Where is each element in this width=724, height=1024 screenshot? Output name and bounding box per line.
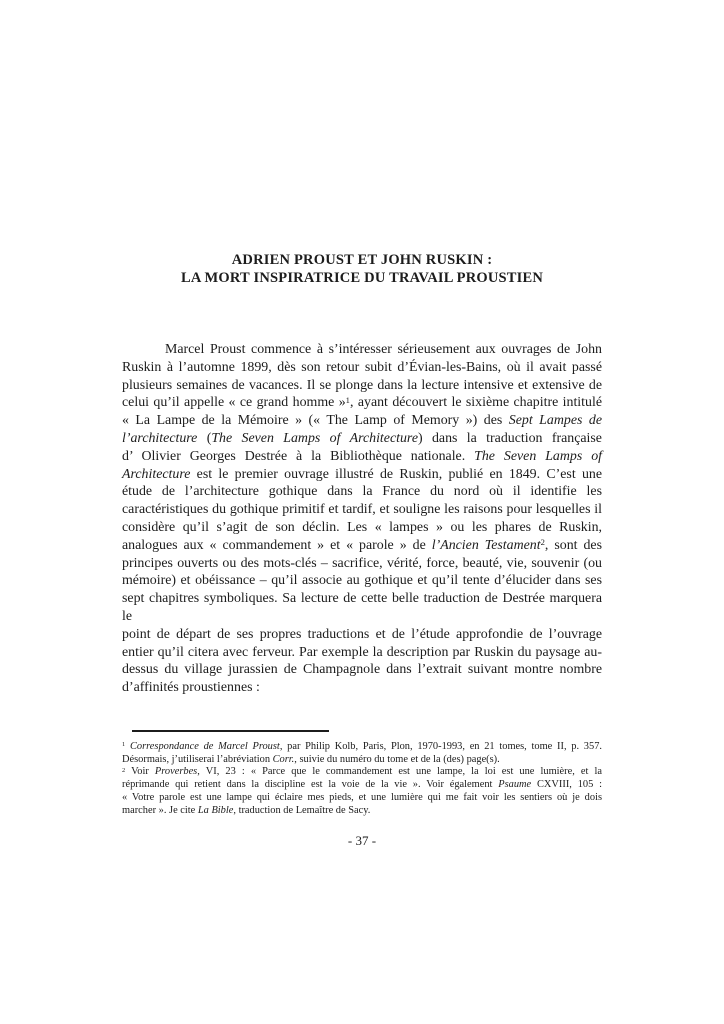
text-segment: , sont des xyxy=(544,537,602,553)
text-segment: , ayant découvert le sixième chapitre intitulé xyxy=(349,395,602,411)
text-segment: , traduction de Lemaître de Sacy. xyxy=(233,804,371,816)
text-segment: Désormais, j’utiliserai l’abréviation xyxy=(122,753,273,765)
text-segment: Marcel Proust commence à s’intéresser sérieusement aux ouvrages de John xyxy=(165,342,602,357)
text-segment: Psaume xyxy=(498,779,532,791)
text-segment: CXVIII, 105 : xyxy=(531,779,602,791)
text-line xyxy=(122,766,602,779)
text-line xyxy=(122,805,602,818)
text-segment: plusieurs semaines de vacances. Il se plonge dans la lecture intensive et extensive de xyxy=(122,377,602,393)
title-line-2: LA MORT INSPIRATRICE DU TRAVAIL PROUSTIEN xyxy=(180,269,544,286)
text-line xyxy=(122,483,602,501)
text-segment: « La Lampe de la Mémoire » (« The Lamp of Memory ») des xyxy=(122,413,509,429)
text-segment: dessus du village jurassien de Champagnole dans l’extrait suivant montre nombre xyxy=(122,662,602,678)
text-segment: principes ouverts ou des mots-clés – sacrifice, vérité, force, beauté, vie, souvenir (ou xyxy=(122,555,602,571)
text-line xyxy=(122,448,602,466)
text-line xyxy=(122,430,602,448)
footnote-separator xyxy=(132,730,329,732)
text-line xyxy=(122,792,602,805)
text-segment: celui qu’il appelle « ce grand homme » xyxy=(122,395,346,411)
text-segment: The Seven Lamps of xyxy=(474,448,602,464)
text-segment: marcher ». Je cite xyxy=(122,804,198,816)
title-line-1: ADRIEN PROUST ET JOHN RUSKIN : xyxy=(231,252,493,268)
text-segment: , par Philip Kolb, Paris, Plon, 1970-1993, en 21 tomes, tome II, p. 357. xyxy=(279,741,602,752)
text-line xyxy=(122,754,602,767)
text-segment: mémoire) et obéissance – qu’il associe au gothique et qu’il tente d’élucider dans ses xyxy=(122,573,602,589)
text-segment: Corr. xyxy=(272,753,295,765)
text-line xyxy=(122,590,602,626)
article-title xyxy=(122,252,602,287)
text-line xyxy=(122,466,602,484)
text-line xyxy=(122,501,602,519)
text-segment: est le premier ouvrage illustré de Ruskin, publié en 1849. C’est une xyxy=(190,466,602,482)
text-segment: considère qu’il s’agit de son déclin. Les « lampes » ou les phares de Ruskin, xyxy=(122,519,602,535)
text-segment: d’ Olivier Georges Destrée à la Bibliothèque nationale. xyxy=(122,448,475,464)
page-number: - 37 - xyxy=(347,833,377,848)
text-segment: analogues aux « commandement » et « parole » de xyxy=(122,537,432,553)
text-segment: d’affinités proustiennes : xyxy=(122,680,260,696)
text-segment: l’architecture xyxy=(122,430,198,446)
text-segment: point de départ de ses propres traductions et de l’étude approfondie de l’ouvrage xyxy=(122,626,602,642)
text-line xyxy=(122,644,602,662)
text-segment: réprimande qui retient dans la discipline est la voie de la vie ». Voir également xyxy=(122,779,499,791)
text-segment: Correspondance de Marcel Proust xyxy=(129,741,280,752)
text-segment: caractéristiques du gothique primitif et tardif, et souligne les raisons pour lesquelles il xyxy=(122,502,602,518)
text-line xyxy=(122,519,602,537)
text-segment: Voir xyxy=(125,766,155,778)
text-segment: Architecture xyxy=(122,466,191,482)
text-segment: , VI, 23 : « Parce que le commandement est une lampe, la loi est une lumière, et la xyxy=(197,766,602,778)
footnotes xyxy=(122,741,602,817)
footnote-reference: 1 xyxy=(122,741,126,749)
text-segment: Sept Lampes de xyxy=(508,413,602,429)
footnote-reference: 2 xyxy=(540,536,545,547)
text-line xyxy=(122,555,602,573)
text-line xyxy=(122,394,602,412)
text-line xyxy=(122,359,602,377)
text-line xyxy=(122,537,602,555)
text-segment: « Votre parole est une lampe qui éclaire mes pieds, et une lumière qui me fait voir les sentiers où je dois xyxy=(122,791,602,803)
text-line xyxy=(122,741,602,754)
text-line xyxy=(122,679,602,697)
text-line xyxy=(122,341,602,359)
text-segment: entier qu’il citera avec ferveur. Par exemple la description par Ruskin du paysage au- xyxy=(122,644,602,660)
text-line xyxy=(122,661,602,679)
text-segment: Proverbes xyxy=(154,766,198,778)
text-segment: The Seven Lamps of Architecture xyxy=(211,430,418,446)
text-line xyxy=(122,626,602,644)
text-segment: Ruskin à l’automne 1899, dès son retour subit d’Évian-les-Bains, où il avait passé xyxy=(122,359,602,375)
text-segment: ) dans la traduction française xyxy=(417,430,602,446)
text-segment: étude de l’architecture gothique dans la France du nord où il identifie les xyxy=(122,484,602,500)
body-paragraph xyxy=(122,341,602,697)
text-segment: , suivie du numéro du tome et de la (des) page(s). xyxy=(294,753,500,765)
text-line xyxy=(122,412,602,430)
text-segment: sept chapitres symboliques. Sa lecture de cette belle traduction de Destrée marquera le xyxy=(122,591,602,624)
text-line xyxy=(122,377,602,395)
footnote-reference: 1 xyxy=(345,394,350,405)
text-segment: ( xyxy=(197,430,212,446)
footnote-reference: 2 xyxy=(122,766,126,774)
text-line xyxy=(122,572,602,590)
text-segment: l’Ancien Testament xyxy=(431,537,541,553)
text-segment: La Bible xyxy=(197,804,234,816)
text-line xyxy=(122,779,602,792)
